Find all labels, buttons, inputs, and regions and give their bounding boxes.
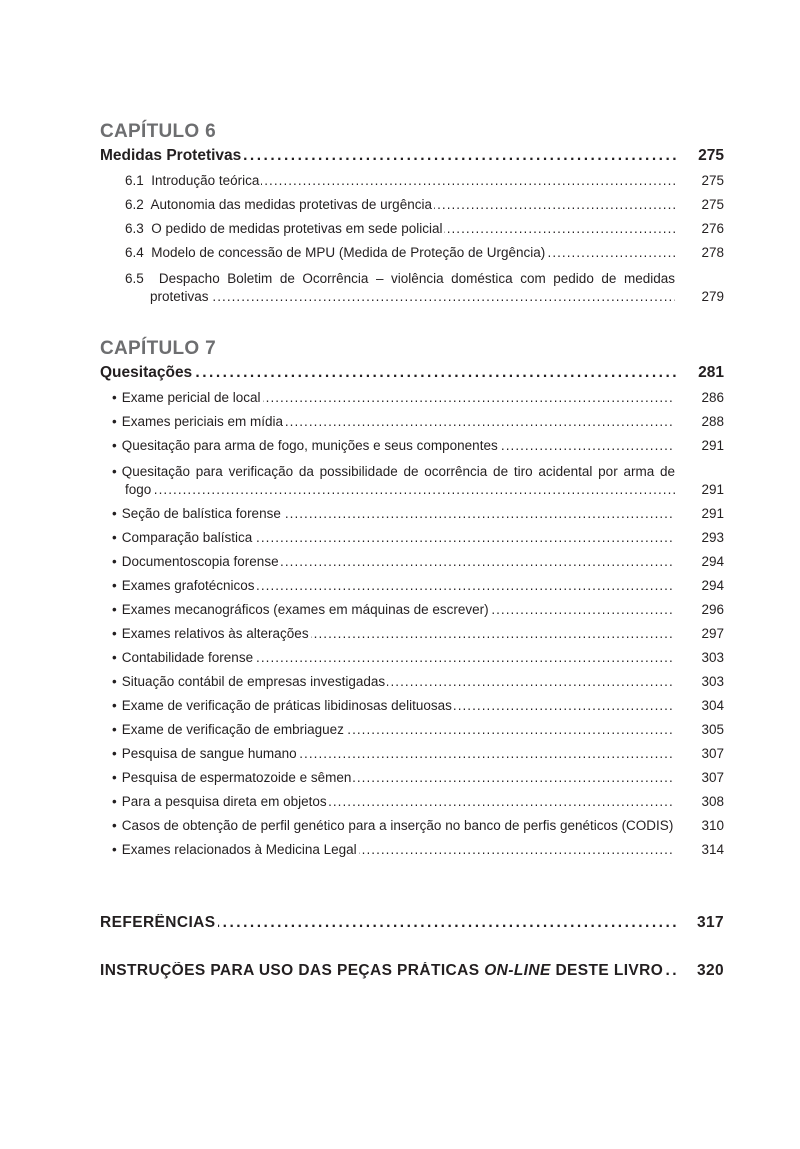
bullet-icon: • <box>112 602 117 617</box>
bullet-icon: • <box>112 818 117 833</box>
toc-entry[interactable]: 6.1 Introdução teórica . . . 275 <box>100 173 724 195</box>
chapter-7-label: CAPÍTULO 7 <box>100 338 216 359</box>
bullet-icon: • <box>112 650 117 665</box>
page-number: 279 <box>701 289 724 304</box>
page-number: 320 <box>696 962 724 979</box>
chapter-title: Quesitações <box>100 364 193 381</box>
entry-text: Exames relacionados à Medicina Legal <box>121 842 357 857</box>
bullet-icon: • <box>112 390 117 405</box>
bullet-icon: • <box>112 794 117 809</box>
entry-text: Quesitação para arma de fogo, munições e seus componentes <box>121 438 498 453</box>
toc-entry[interactable]: 6.2 Autonomia das medidas protetivas de urgência . . . 275 <box>100 197 724 219</box>
bullet-icon: • <box>112 464 117 479</box>
page-number: 281 <box>698 364 724 381</box>
toc-entry[interactable] <box>100 506 724 528</box>
toc-entry[interactable] <box>100 698 724 720</box>
page-number: 317 <box>696 914 724 931</box>
page-number: 314 <box>701 842 724 857</box>
entry-text: Exames grafotécnicos <box>121 578 255 593</box>
entry-text: Exames mecanográficos (exames em máquinas de escrever) <box>121 602 489 617</box>
entry-text: Modelo de concessão de MPU (Medida de Proteção de Urgência) <box>151 245 546 260</box>
toc-entry-continuation[interactable]: fogo . . . <box>125 482 675 504</box>
entry-text: Contabilidade forense <box>121 650 254 665</box>
toc-entry-multiline[interactable]: 6.5 Despacho Boletim de Ocorrência – violência doméstica com pedido de medidas <box>125 271 675 286</box>
bullet-icon: • <box>112 722 117 737</box>
bullet-icon: • <box>112 530 117 545</box>
entry-text: Pesquisa de sangue humano <box>121 746 297 761</box>
instructions-row[interactable] <box>100 962 724 984</box>
entry-text: Exame pericial de local <box>121 390 261 405</box>
references-title: REFERÊNCIAS <box>100 914 216 931</box>
toc-entry[interactable] <box>100 794 724 816</box>
entry-text: Autonomia das medidas protetivas de urgência <box>150 197 432 212</box>
entry-text: Introdução teórica <box>151 173 260 188</box>
toc-entry-continuation[interactable]: protetivas . . . <box>150 289 675 311</box>
entry-text: Exames periciais em mídia <box>121 414 284 429</box>
page-number: 294 <box>701 578 724 593</box>
page-number: 310 <box>701 818 724 833</box>
page-number: 307 <box>701 746 724 761</box>
page-number: 291 <box>701 438 724 453</box>
entry-text: Exames relativos às alterações <box>121 626 309 641</box>
toc-entry[interactable]: 6.3 O pedido de medidas protetivas em sede policial . . . 276 <box>100 221 724 243</box>
entry-text: Pesquisa de espermatozoide e sêmen <box>121 770 352 785</box>
page-number: 305 <box>701 722 724 737</box>
entry-text: Casos de obtenção de perfil genético para a inserção no banco de perfis genéticos (CODIS) <box>121 818 674 833</box>
toc-entry[interactable] <box>100 414 724 436</box>
instructions-title: INSTRUÇÕES PARA USO DAS PEÇAS PRÁTICAS ON-LINE DESTE LIVRO <box>100 962 664 979</box>
bullet-icon: • <box>112 414 117 429</box>
toc-entry[interactable] <box>100 722 724 744</box>
bullet-icon: • <box>112 746 117 761</box>
bullet-icon: • <box>112 698 117 713</box>
page-number: 288 <box>701 414 724 429</box>
bullet-icon: • <box>112 626 117 641</box>
bullet-icon: • <box>112 554 117 569</box>
bullet-icon: • <box>112 842 117 857</box>
entry-text: Exame de verificação de práticas libidinosas delituosas <box>121 698 452 713</box>
entry-text: Situação contábil de empresas investigadas <box>121 674 386 689</box>
toc-entry[interactable] <box>100 602 724 624</box>
toc-entry[interactable] <box>100 554 724 576</box>
entry-text: Documentoscopia forense <box>121 554 279 569</box>
entry-text: Despacho Boletim de Ocorrência – violência doméstica com pedido de medidas <box>158 271 675 286</box>
bullet-icon: • <box>112 674 117 689</box>
bullet-icon: • <box>112 506 117 521</box>
toc-entry[interactable] <box>100 438 724 460</box>
page-number: 275 <box>701 197 724 212</box>
toc-entry[interactable] <box>100 770 724 792</box>
toc-entry[interactable] <box>100 530 724 552</box>
toc-entry[interactable] <box>100 842 724 864</box>
toc-entry[interactable] <box>100 390 724 412</box>
page-number: 291 <box>701 506 724 521</box>
toc-entry[interactable] <box>100 650 724 672</box>
entry-text: Quesitação para verificação da possibilidade de ocorrência de tiro acidental por arma de <box>121 464 675 479</box>
bullet-icon: • <box>112 578 117 593</box>
page-number: 293 <box>701 530 724 545</box>
page-number: 275 <box>698 147 724 164</box>
page-number: 291 <box>701 482 724 497</box>
chapter-6-title-row[interactable] <box>100 147 724 169</box>
page-number: 275 <box>701 173 724 188</box>
page-number: 303 <box>701 674 724 689</box>
chapter-6-label: CAPÍTULO 6 <box>100 121 216 142</box>
bullet-icon: • <box>112 770 117 785</box>
entry-text: Exame de verificação de embriaguez <box>121 722 344 737</box>
page-number: 297 <box>701 626 724 641</box>
toc-entry[interactable] <box>100 626 724 648</box>
references-row[interactable] <box>100 914 724 936</box>
page-number: 278 <box>701 245 724 260</box>
chapter-7-title-row[interactable] <box>100 364 724 386</box>
page-number: 307 <box>701 770 724 785</box>
toc-entry[interactable] <box>100 578 724 600</box>
toc-entry[interactable]: 6.4 Modelo de concessão de MPU (Medida de Proteção de Urgência) . . . 278 <box>100 245 724 267</box>
page-number: 308 <box>701 794 724 809</box>
toc-entry[interactable] <box>100 746 724 768</box>
bullet-icon: • <box>112 438 117 453</box>
toc-entry-multiline[interactable] <box>112 461 675 482</box>
page-number: 304 <box>701 698 724 713</box>
entry-text: Para a pesquisa direta em objetos <box>121 794 327 809</box>
page-number: 303 <box>701 650 724 665</box>
page-number: 286 <box>701 390 724 405</box>
page-number: 294 <box>701 554 724 569</box>
page-number: 296 <box>701 602 724 617</box>
page-number: 276 <box>701 221 724 236</box>
entry-text: O pedido de medidas protetivas em sede policial <box>151 221 443 236</box>
entry-text: Seção de balística forense <box>121 506 281 521</box>
chapter-title: Medidas Protetivas <box>100 147 242 164</box>
toc-entry[interactable] <box>100 674 724 696</box>
toc-entry[interactable] <box>100 818 724 840</box>
entry-text: Comparação balística <box>121 530 253 545</box>
